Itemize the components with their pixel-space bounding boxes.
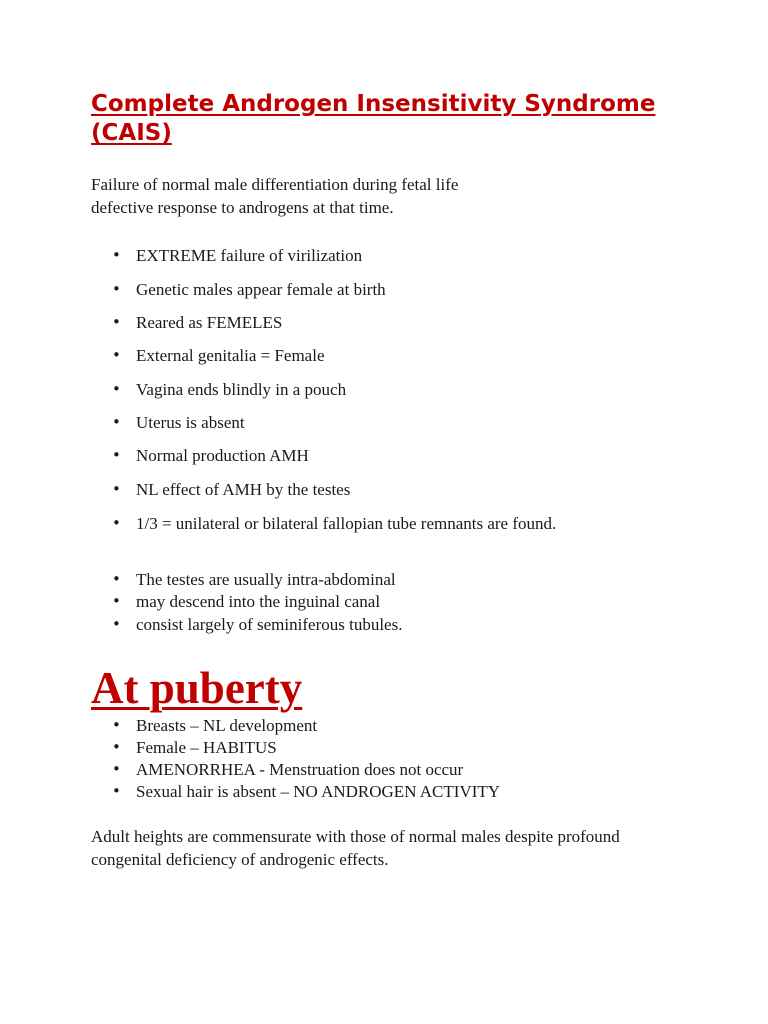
intro-line: Failure of normal male differentiation during fetal life xyxy=(91,175,459,194)
list-item: • The testes are usually intra-abdominal xyxy=(136,569,396,590)
list-item: • EXTREME failure of virilization xyxy=(136,245,362,266)
closing-line: congenital deficiency of androgenic effects. xyxy=(91,850,389,869)
list-item: • Female – HABITUS xyxy=(136,737,277,758)
list-item: • Reared as FEMELES xyxy=(136,312,282,333)
document-title: Complete Androgen Insensitivity Syndrome (CAIS) xyxy=(91,91,656,146)
puberty-heading: At puberty xyxy=(91,663,303,713)
list-item: • Uterus is absent xyxy=(136,412,245,433)
intro-line: defective response to androgens at that time. xyxy=(91,198,394,217)
list-item: • External genitalia = Female xyxy=(136,345,325,366)
list-item: • Normal production AMH xyxy=(136,445,309,466)
intro-paragraph xyxy=(91,173,458,219)
list-item: • may descend into the inguinal canal xyxy=(136,591,380,612)
closing-paragraph xyxy=(91,825,620,871)
list-item: • AMENORRHEA - Menstruation does not occur xyxy=(136,759,463,780)
closing-line: Adult heights are commensurate with those of normal males despite profound xyxy=(91,827,620,846)
list-item: • Sexual hair is absent – NO ANDROGEN ACTIVITY xyxy=(136,781,500,802)
list-item: • Genetic males appear female at birth xyxy=(136,279,386,300)
list-item: • consist largely of seminiferous tubules. xyxy=(136,614,402,635)
list-item: • Breasts – NL development xyxy=(136,715,317,736)
list-item: • Vagina ends blindly in a pouch xyxy=(136,379,346,400)
list-item: • 1/3 = unilateral or bilateral fallopian tube remnants are found. xyxy=(136,513,556,534)
list-item: • NL effect of AMH by the testes xyxy=(136,479,350,500)
